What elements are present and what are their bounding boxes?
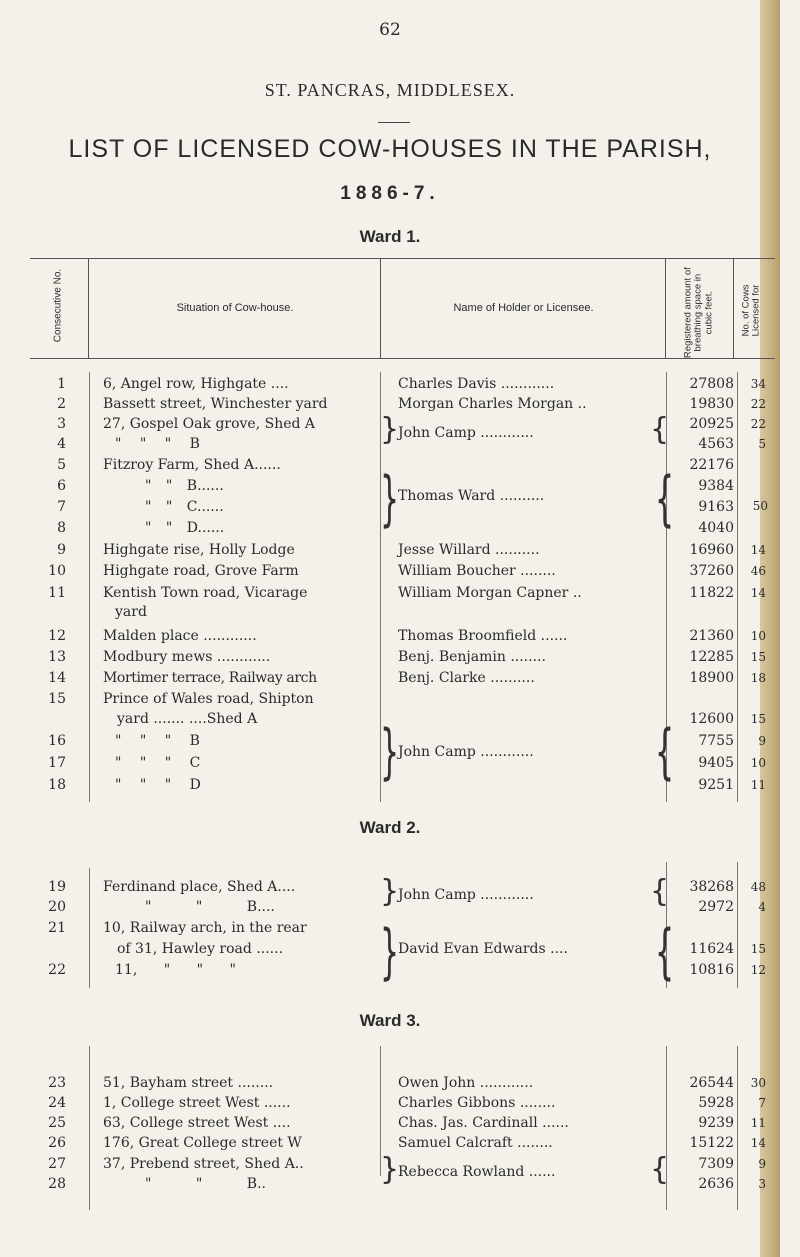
row-no: 3 xyxy=(57,416,66,432)
row-no: 25 xyxy=(48,1115,66,1131)
row-no: 5 xyxy=(57,457,66,473)
row-space: 38268 xyxy=(689,879,734,895)
row-situation: " " C...... xyxy=(145,499,224,515)
row-no: 23 xyxy=(48,1075,66,1091)
row-no: 28 xyxy=(48,1176,66,1192)
row-cows: 10 xyxy=(750,629,766,643)
row-space: 5928 xyxy=(698,1095,734,1111)
right-brace: { xyxy=(655,717,675,787)
row-space: 7309 xyxy=(698,1156,734,1172)
row-situation: 10, Railway arch, in the rear xyxy=(103,920,307,936)
row-cows: 9 xyxy=(758,734,766,748)
row-cows: 9 xyxy=(758,1157,766,1171)
left-brace: } xyxy=(380,917,400,987)
row-situation: " " B.... xyxy=(145,899,275,915)
row-no: 19 xyxy=(48,879,66,895)
row-space: 9239 xyxy=(698,1115,734,1131)
row-holder: Owen John ............ xyxy=(398,1075,534,1091)
row-situation: 6, Angel row, Highgate .... xyxy=(103,376,289,392)
row-cows: 15 xyxy=(750,942,766,956)
row-space: 4040 xyxy=(698,520,734,536)
divider xyxy=(378,122,410,123)
row-cows: 22 xyxy=(750,397,766,411)
row-holder: Thomas Broomfield ...... xyxy=(398,628,568,644)
row-space: 11624 xyxy=(689,941,734,957)
row-no: 26 xyxy=(48,1135,66,1151)
row-no: 21 xyxy=(48,920,66,936)
row-no: 27 xyxy=(48,1156,66,1172)
left-brace: } xyxy=(380,1152,400,1187)
row-situation: Malden place ............ xyxy=(103,628,257,644)
row-cows: 14 xyxy=(750,586,766,600)
row-holder: John Camp ............ xyxy=(398,744,534,760)
right-brace: { xyxy=(650,874,670,909)
row-holder: Benj. Clarke .......... xyxy=(398,670,535,686)
row-no: 22 xyxy=(48,962,66,978)
ward-3-heading: Ward 3. xyxy=(359,1011,421,1030)
row-no: 10 xyxy=(48,563,66,579)
row-holder: William Boucher ........ xyxy=(398,563,556,579)
row-situation: 37, Prebend street, Shed A.. xyxy=(103,1156,304,1172)
row-no: 8 xyxy=(57,520,66,536)
row-cows: 10 xyxy=(750,756,766,770)
row-situation: Ferdinand place, Shed A.... xyxy=(103,879,296,895)
row-holder: Rebecca Rowland ...... xyxy=(398,1164,556,1180)
row-space: 20925 xyxy=(689,416,734,432)
row-holder: Charles Gibbons ........ xyxy=(398,1095,556,1111)
row-situation: Prince of Wales road, Shipton xyxy=(103,691,314,707)
header-holder: Name of Holder or Licensee. xyxy=(453,302,594,314)
row-holder: John Camp ............ xyxy=(398,887,534,903)
row-situation: " " B.. xyxy=(145,1176,266,1192)
row-space: 27808 xyxy=(689,376,734,392)
row-no: 1 xyxy=(57,376,66,392)
left-brace: } xyxy=(380,464,400,534)
row-space: 15122 xyxy=(689,1135,734,1151)
row-space: 11822 xyxy=(689,585,734,601)
row-no: 13 xyxy=(48,649,66,665)
row-holder: Thomas Ward .......... xyxy=(398,488,545,504)
row-situation: Modbury mews ............ xyxy=(103,649,271,665)
row-situation: Highgate road, Grove Farm xyxy=(103,563,299,579)
header-situation: Situation of Cow-house. xyxy=(176,302,294,314)
left-brace: } xyxy=(380,874,400,909)
row-space: 26544 xyxy=(689,1075,734,1091)
row-cows: 5 xyxy=(758,437,766,451)
row-space: 12285 xyxy=(689,649,734,665)
row-space: 4563 xyxy=(698,436,734,452)
row-situation: Mortimer terrace, Railway arch xyxy=(103,670,317,686)
header-top-rule xyxy=(30,258,775,259)
row-space: 9384 xyxy=(698,478,734,494)
row-space: 2636 xyxy=(698,1176,734,1192)
row-space: 9251 xyxy=(698,777,734,793)
row-situation: 63, College street West .... xyxy=(103,1115,291,1131)
row-holder: David Evan Edwards .... xyxy=(398,941,568,957)
row-situation: Kentish Town road, Vicarage xyxy=(103,585,308,601)
row-space: 18900 xyxy=(689,670,734,686)
row-space: 22176 xyxy=(689,457,734,473)
row-situation: 1, College street West ...... xyxy=(103,1095,291,1111)
row-space: 9405 xyxy=(698,755,734,771)
row-space: 12600 xyxy=(689,711,734,727)
header-space: Registered amount of breathing space in cubic feet. xyxy=(682,267,715,359)
row-space: 7755 xyxy=(698,733,734,749)
row-space: 16960 xyxy=(689,542,734,558)
header-consecutive-no: Consecutive No. xyxy=(52,268,64,343)
row-holder: Benj. Benjamin ........ xyxy=(398,649,546,665)
row-cows: 12 xyxy=(750,963,766,977)
row-situation-cont: of 31, Hawley road ...... xyxy=(117,941,284,957)
left-brace: } xyxy=(380,412,400,447)
row-no: 11 xyxy=(48,585,66,601)
row-holder: John Camp ............ xyxy=(398,425,534,441)
row-holder: William Morgan Capner .. xyxy=(398,585,582,601)
right-brace: { xyxy=(650,412,670,447)
row-situation: 27, Gospel Oak grove, Shed A xyxy=(103,416,316,432)
row-no: 12 xyxy=(48,628,66,644)
row-space: 2972 xyxy=(698,899,734,915)
left-brace: } xyxy=(380,717,400,787)
row-situation: 51, Bayham street ........ xyxy=(103,1075,274,1091)
row-no: 16 xyxy=(48,733,66,749)
row-cows: 3 xyxy=(758,1177,766,1191)
row-situation: 176, Great College street W xyxy=(103,1135,302,1151)
row-cows: 11 xyxy=(750,778,766,792)
row-no: 18 xyxy=(48,777,66,793)
row-cows: 15 xyxy=(750,712,766,726)
row-situation: " " " B xyxy=(115,733,200,749)
row-situation: " " " B xyxy=(115,436,200,452)
row-situation: " " " C xyxy=(115,755,201,771)
row-space: 10816 xyxy=(689,962,734,978)
row-holder: Jesse Willard .......... xyxy=(398,542,540,558)
row-no: 24 xyxy=(48,1095,66,1111)
row-no: 4 xyxy=(57,436,66,452)
row-situation-cont: yard xyxy=(115,604,147,620)
row-cows: 11 xyxy=(750,1116,766,1130)
page-title: LIST OF LICENSED COW-HOUSES IN THE PARISH, xyxy=(68,135,712,163)
right-brace: { xyxy=(655,917,675,987)
row-cows: 22 xyxy=(750,417,766,431)
row-holder: Chas. Jas. Cardinall ...... xyxy=(398,1115,569,1131)
row-holder: Charles Davis ............ xyxy=(398,376,555,392)
row-no: 2 xyxy=(57,396,66,412)
header-cows: No. of Cows Licensed for xyxy=(740,284,762,337)
row-space: 21360 xyxy=(689,628,734,644)
row-cows: 14 xyxy=(750,543,766,557)
row-no: 14 xyxy=(48,670,66,686)
row-situation: 11, " " " xyxy=(115,962,236,978)
row-space: 19830 xyxy=(689,396,734,412)
row-no: 15 xyxy=(48,691,66,707)
place-heading: ST. PANCRAS, MIDDLESEX. xyxy=(264,80,516,100)
right-brace: { xyxy=(650,1152,670,1187)
row-no: 7 xyxy=(57,499,66,515)
row-cows: 48 xyxy=(750,880,766,894)
row-cows: 46 xyxy=(750,564,766,578)
row-situation: Bassett street, Winchester yard xyxy=(103,396,328,412)
row-situation: Highgate rise, Holly Lodge xyxy=(103,542,295,558)
row-no: 20 xyxy=(48,899,66,915)
row-no: 9 xyxy=(57,542,66,558)
right-brace: { xyxy=(655,464,675,534)
row-cows: 15 xyxy=(750,650,766,664)
row-no: 6 xyxy=(57,478,66,494)
row-cows: 14 xyxy=(750,1136,766,1150)
row-holder: Samuel Calcraft ........ xyxy=(398,1135,553,1151)
row-cows: 34 xyxy=(750,377,766,391)
row-situation: " " B...... xyxy=(145,478,224,494)
ward-2-heading: Ward 2. xyxy=(359,818,421,837)
row-situation: " " " D xyxy=(115,777,201,793)
row-situation: " " D...... xyxy=(145,520,225,536)
header-bottom-rule xyxy=(30,358,775,359)
row-space: 37260 xyxy=(689,563,734,579)
row-situation: Fitzroy Farm, Shed A...... xyxy=(103,457,281,473)
row-cows: 7 xyxy=(758,1096,766,1110)
row-cows: 50 xyxy=(752,499,768,513)
row-situation-cont: yard ....... ....Shed A xyxy=(117,711,258,727)
ward-1-heading: Ward 1. xyxy=(359,227,421,246)
page-number: 62 xyxy=(379,20,401,40)
row-space: 9163 xyxy=(698,499,734,515)
row-cows: 30 xyxy=(750,1076,766,1090)
row-cows: 18 xyxy=(750,671,766,685)
year-heading: 1886-7. xyxy=(340,183,440,204)
row-cows: 4 xyxy=(758,900,766,914)
row-no: 17 xyxy=(48,755,66,771)
row-holder: Morgan Charles Morgan .. xyxy=(398,396,587,412)
